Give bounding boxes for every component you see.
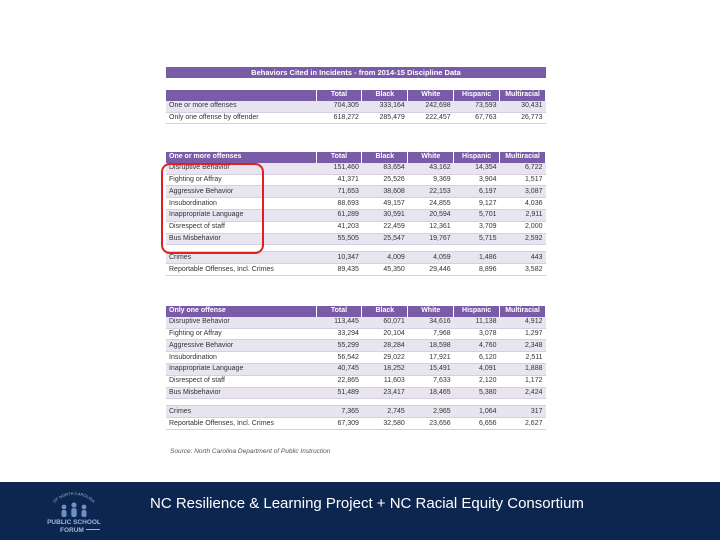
value-cell: 23,417 — [362, 387, 408, 399]
row-label-cell: Disrespect of staff — [166, 221, 316, 233]
row-label-cell: One or more offenses — [166, 101, 316, 112]
value-cell: 151,460 — [316, 163, 362, 174]
value-cell: 41,203 — [316, 221, 362, 233]
value-cell: 4,036 — [500, 198, 546, 210]
row-label-cell: Insubordination — [166, 198, 316, 210]
row-label-cell: Crimes — [166, 406, 316, 418]
value-cell: 6,722 — [500, 163, 546, 174]
row-label-cell: Bus Misbehavior — [166, 387, 316, 399]
table-row — [166, 387, 546, 399]
value-cell: 29,022 — [362, 352, 408, 364]
value-cell: 1,888 — [500, 363, 546, 375]
value-cell: 3,087 — [500, 186, 546, 198]
value-cell: 5,715 — [454, 233, 500, 245]
header-cell: Total — [316, 90, 362, 101]
header-cell: Total — [316, 152, 362, 163]
row-label-cell: Bus Misbehavior — [166, 233, 316, 245]
value-cell: 1,064 — [454, 406, 500, 418]
value-cell: 11,603 — [362, 375, 408, 387]
value-cell: 34,616 — [408, 317, 454, 328]
only-one-table-block — [166, 306, 546, 430]
value-cell: 25,526 — [362, 174, 408, 186]
value-cell: 618,272 — [316, 112, 362, 124]
row-label-cell: Insubordination — [166, 352, 316, 364]
header-cell: Multiracial — [500, 90, 546, 101]
value-cell: 317 — [500, 406, 546, 418]
value-cell: 4,760 — [454, 340, 500, 352]
public-school-forum-logo — [38, 489, 110, 535]
header-cell: Black — [362, 306, 408, 317]
value-cell: 222,457 — [408, 112, 454, 124]
value-cell: 67,763 — [454, 112, 500, 124]
value-cell: 2,000 — [500, 221, 546, 233]
value-cell: 33,294 — [316, 328, 362, 340]
value-cell: 3,078 — [454, 328, 500, 340]
header-cell: Hispanic — [454, 90, 500, 101]
value-cell: 1,517 — [500, 174, 546, 186]
value-cell: 7,968 — [408, 328, 454, 340]
value-cell: 2,348 — [500, 340, 546, 352]
row-label-cell: Disrespect of staff — [166, 375, 316, 387]
value-cell: 17,921 — [408, 352, 454, 364]
table-row — [166, 317, 546, 328]
value-cell: 3,582 — [500, 264, 546, 276]
table-row — [166, 328, 546, 340]
highlight-outline — [161, 163, 264, 254]
value-cell: 29,446 — [408, 264, 454, 276]
value-cell: 45,350 — [362, 264, 408, 276]
value-cell: 88,693 — [316, 198, 362, 210]
value-cell: 18,598 — [408, 340, 454, 352]
header-cell: Hispanic — [454, 306, 500, 317]
value-cell: 12,361 — [408, 221, 454, 233]
row-label-cell: Inappropriate Language — [166, 209, 316, 221]
row-label-cell: Reportable Offenses, Incl. Crimes — [166, 264, 316, 276]
value-cell: 83,654 — [362, 163, 408, 174]
one-or-more-header-row — [166, 152, 546, 163]
logo-arc-text: OF NORTH CAROLINA — [51, 490, 97, 504]
row-label-cell: Disruptive Behavior — [166, 317, 316, 328]
header-cell: One or more offenses — [166, 152, 316, 163]
logo-line1: PUBLIC SCHOOL — [47, 519, 101, 526]
value-cell: 55,299 — [316, 340, 362, 352]
value-cell: 2,424 — [500, 387, 546, 399]
value-cell: 285,479 — [362, 112, 408, 124]
value-cell: 1,297 — [500, 328, 546, 340]
header-cell: Black — [362, 90, 408, 101]
value-cell: 9,369 — [408, 174, 454, 186]
value-cell: 19,767 — [408, 233, 454, 245]
value-cell: 32,580 — [362, 418, 408, 430]
table-banner: Behaviors Cited in Incidents - from 2014-15 Discipline Data — [166, 67, 546, 78]
only-one-header-row — [166, 306, 546, 317]
header-cell: Multiracial — [500, 152, 546, 163]
value-cell: 22,865 — [316, 375, 362, 387]
value-cell: 71,653 — [316, 186, 362, 198]
value-cell: 4,059 — [408, 252, 454, 264]
value-cell: 1,172 — [500, 375, 546, 387]
value-cell: 20,104 — [362, 328, 408, 340]
value-cell: 5,380 — [454, 387, 500, 399]
summary-header-row — [166, 90, 546, 101]
table-row — [166, 406, 546, 418]
value-cell: 61,289 — [316, 209, 362, 221]
row-label-cell: Inappropriate Language — [166, 363, 316, 375]
value-cell: 60,071 — [362, 317, 408, 328]
value-cell: 14,354 — [454, 163, 500, 174]
logo-line2: FORUM — [60, 527, 84, 534]
value-cell: 15,491 — [408, 363, 454, 375]
value-cell: 67,309 — [316, 418, 362, 430]
header-cell: Hispanic — [454, 152, 500, 163]
summary-table-block — [166, 67, 546, 124]
value-cell: 6,656 — [454, 418, 500, 430]
spacer-cell — [166, 399, 546, 406]
table-row — [166, 340, 546, 352]
table-row — [166, 101, 546, 112]
value-cell: 2,511 — [500, 352, 546, 364]
value-cell: 1,486 — [454, 252, 500, 264]
value-cell: 8,896 — [454, 264, 500, 276]
value-cell: 30,591 — [362, 209, 408, 221]
value-cell: 18,465 — [408, 387, 454, 399]
table-row — [166, 264, 546, 276]
value-cell: 4,912 — [500, 317, 546, 328]
value-cell: 43,162 — [408, 163, 454, 174]
value-cell: 22,459 — [362, 221, 408, 233]
value-cell: 3,709 — [454, 221, 500, 233]
header-cell: Only one offense — [166, 306, 316, 317]
value-cell: 55,505 — [316, 233, 362, 245]
value-cell: 6,197 — [454, 186, 500, 198]
table-row — [166, 352, 546, 364]
row-label-cell: Aggressive Behavior — [166, 186, 316, 198]
row-label-cell: Fighting or Affray — [166, 174, 316, 186]
value-cell: 22,153 — [408, 186, 454, 198]
header-cell: White — [408, 152, 454, 163]
value-cell: 25,547 — [362, 233, 408, 245]
row-label-cell: Crimes — [166, 252, 316, 264]
row-label-cell: Fighting or Affray — [166, 328, 316, 340]
value-cell: 18,252 — [362, 363, 408, 375]
table-row — [166, 112, 546, 124]
value-cell: 73,593 — [454, 101, 500, 112]
value-cell: 51,489 — [316, 387, 362, 399]
value-cell: 333,164 — [362, 101, 408, 112]
value-cell: 2,120 — [454, 375, 500, 387]
value-cell: 49,157 — [362, 198, 408, 210]
value-cell: 24,855 — [408, 198, 454, 210]
footer-title: NC Resilience & Learning Project + NC Racial Equity Consortium — [150, 495, 584, 512]
header-cell: White — [408, 90, 454, 101]
summary-table — [166, 90, 546, 124]
value-cell: 7,633 — [408, 375, 454, 387]
value-cell: 56,542 — [316, 352, 362, 364]
value-cell: 7,365 — [316, 406, 362, 418]
value-cell: 40,745 — [316, 363, 362, 375]
spacer-row — [166, 399, 546, 406]
row-label-cell: Aggressive Behavior — [166, 340, 316, 352]
svg-text:OF NORTH CAROLINA — [52, 491, 96, 504]
value-cell: 89,435 — [316, 264, 362, 276]
value-cell: 11,138 — [454, 317, 500, 328]
value-cell: 2,965 — [408, 406, 454, 418]
value-cell: 2,745 — [362, 406, 408, 418]
row-label-cell: Reportable Offenses, Incl. Crimes — [166, 418, 316, 430]
source-note: Source: North Carolina Department of Public Instruction — [170, 448, 331, 455]
value-cell: 2,592 — [500, 233, 546, 245]
value-cell: 443 — [500, 252, 546, 264]
header-cell: Multiracial — [500, 306, 546, 317]
value-cell: 113,445 — [316, 317, 362, 328]
value-cell: 38,608 — [362, 186, 408, 198]
value-cell: 2,627 — [500, 418, 546, 430]
header-cell: White — [408, 306, 454, 317]
value-cell: 9,127 — [454, 198, 500, 210]
value-cell: 26,773 — [500, 112, 546, 124]
value-cell: 242,698 — [408, 101, 454, 112]
value-cell: 704,305 — [316, 101, 362, 112]
header-cell — [166, 90, 316, 101]
value-cell: 5,701 — [454, 209, 500, 221]
value-cell: 3,904 — [454, 174, 500, 186]
value-cell: 6,120 — [454, 352, 500, 364]
value-cell: 10,347 — [316, 252, 362, 264]
value-cell: 30,431 — [500, 101, 546, 112]
row-label-cell: Only one offense by offender — [166, 112, 316, 124]
value-cell: 2,911 — [500, 209, 546, 221]
value-cell: 23,656 — [408, 418, 454, 430]
value-cell: 20,594 — [408, 209, 454, 221]
row-label-cell: Disruptive Behavior — [166, 163, 316, 174]
value-cell: 4,091 — [454, 363, 500, 375]
value-cell: 4,009 — [362, 252, 408, 264]
value-cell: 28,284 — [362, 340, 408, 352]
table-row — [166, 375, 546, 387]
children-figures-icon — [62, 502, 87, 517]
header-cell: Total — [316, 306, 362, 317]
only-one-table — [166, 306, 546, 430]
header-cell: Black — [362, 152, 408, 163]
table-row — [166, 418, 546, 430]
value-cell: 41,371 — [316, 174, 362, 186]
table-row — [166, 363, 546, 375]
